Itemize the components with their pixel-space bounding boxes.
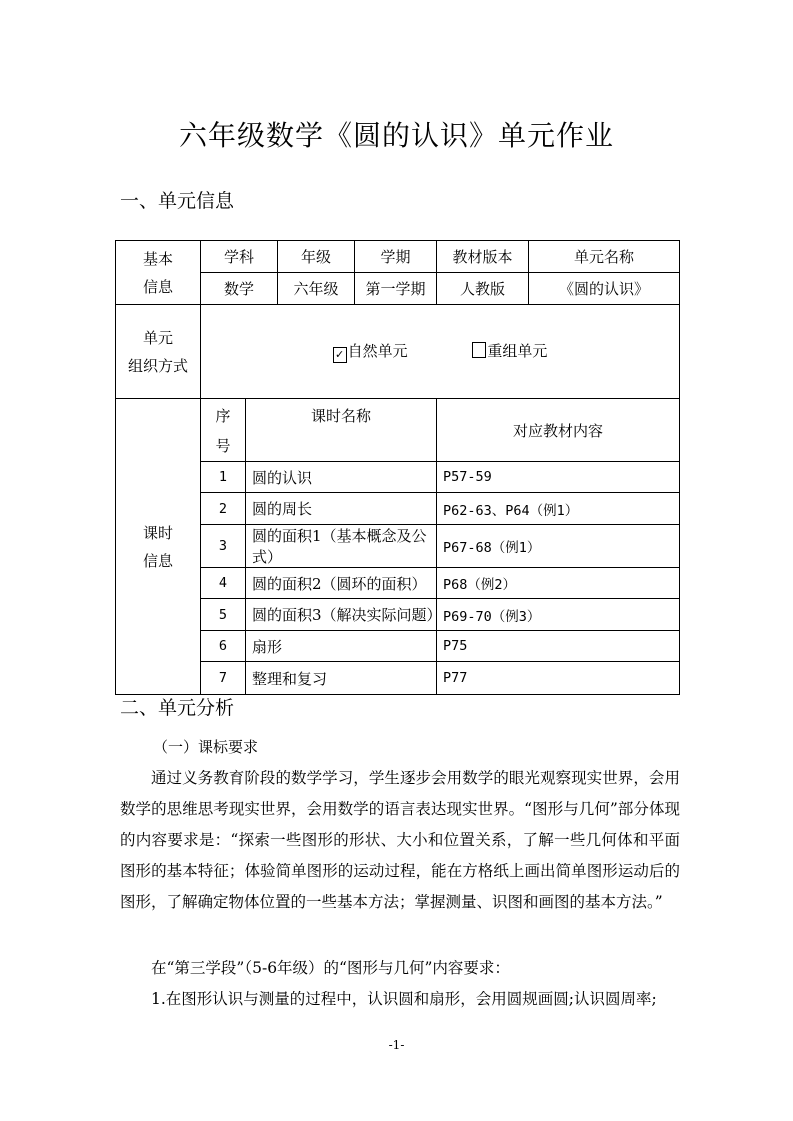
lesson-content: P69-70（例3） — [437, 599, 680, 631]
table-row — [116, 631, 680, 662]
lesson-no: 3 — [201, 525, 246, 568]
header-term: 学期 — [355, 241, 437, 273]
lesson-name: 整理和复习 — [246, 662, 437, 695]
document-title: 六年级数学《圆的认识》单元作业 — [178, 119, 614, 152]
section-heading-unit-info: 一、单元信息 — [120, 190, 235, 212]
table-row — [116, 462, 680, 493]
table-row — [116, 662, 680, 695]
lesson-content: P77 — [437, 662, 680, 695]
basic-info-label: 基本 信息 — [116, 241, 201, 305]
lesson-name: 圆的周长 — [246, 493, 437, 525]
subsection-heading-standards: （一）课标要求 — [153, 738, 259, 756]
lesson-content: P67-68（例1） — [437, 525, 680, 568]
lesson-no: 2 — [201, 493, 246, 525]
option-natural-unit-label: 自然单元 — [347, 342, 408, 360]
paragraph-item-1: 1.在图形认识与测量的过程中，认识圆和扇形，会用圆规画圆;认识圆周率; — [151, 990, 657, 1008]
table-row — [116, 599, 680, 631]
table-row — [116, 525, 680, 568]
option-regroup-unit-label: 重组单元 — [487, 342, 548, 360]
lesson-no: 6 — [201, 631, 246, 662]
lesson-content: P57-59 — [437, 462, 680, 493]
page-number: -1- — [388, 1038, 405, 1052]
lesson-info-label: 课时 信息 — [116, 399, 201, 695]
lesson-name: 圆的面积2（圆环的面积） — [246, 568, 437, 599]
lesson-no: 1 — [201, 462, 246, 493]
lesson-name: 扇形 — [246, 631, 437, 662]
value-grade: 六年级 — [278, 273, 355, 305]
org-options — [201, 305, 680, 399]
paragraph-standards: 通过义务教育阶段的数学学习，学生逐步会用数学的眼光观察现实世界，会用数学的思维思考现实世界，会用数学的语言表达现实世界。“图形与几何”部分体现的内容要求是：“探索一些图形的形状、大小和位置关系，了解一些几何体和平面图形的基本特征；体验简单图形的运动过程，能在方格纸上画出简单图形运动后的图形，了解确定物体位置的一些基本方法；掌握测量、识图和画图的基本方法。” — [120, 769, 680, 911]
header-edition: 教材版本 — [437, 241, 529, 273]
option-regroup-unit[interactable] — [472, 340, 547, 361]
lesson-content: P68（例2） — [437, 568, 680, 599]
value-unit-name: 《圆的认识》 — [529, 273, 680, 305]
lesson-name: 圆的认识 — [246, 462, 437, 493]
header-unit-name: 单元名称 — [529, 241, 680, 273]
option-natural-unit[interactable] — [333, 340, 408, 363]
checkbox-regroup-unit[interactable] — [472, 342, 486, 358]
section-heading-unit-analysis: 二、单元分析 — [120, 697, 235, 719]
lesson-content: P62-63、P64（例1） — [437, 493, 680, 525]
header-subject: 学科 — [201, 241, 278, 273]
org-label: 单元 组织方式 — [116, 305, 201, 399]
lesson-no: 7 — [201, 662, 246, 695]
table-row — [116, 568, 680, 599]
value-edition: 人教版 — [437, 273, 529, 305]
lesson-name: 圆的面积3（解决实际问题） — [246, 599, 437, 631]
header-content: 对应教材内容 — [437, 399, 680, 462]
lesson-name: 圆的面积1（基本概念及公式） — [246, 525, 437, 568]
checkbox-natural-unit[interactable]: ✓ — [333, 347, 347, 363]
unit-info-table — [115, 240, 680, 695]
header-grade: 年级 — [278, 241, 355, 273]
table-row — [116, 493, 680, 525]
paragraph-stage-three: 在“第三学段”（5-6年级）的“图形与几何”内容要求： — [151, 959, 510, 977]
value-term: 第一学期 — [355, 273, 437, 305]
header-no: 序 号 — [201, 399, 246, 462]
lesson-no: 5 — [201, 599, 246, 631]
lesson-content: P75 — [437, 631, 680, 662]
lesson-no: 4 — [201, 568, 246, 599]
value-subject: 数学 — [201, 273, 278, 305]
header-lesson-name: 课时名称 — [246, 399, 437, 462]
